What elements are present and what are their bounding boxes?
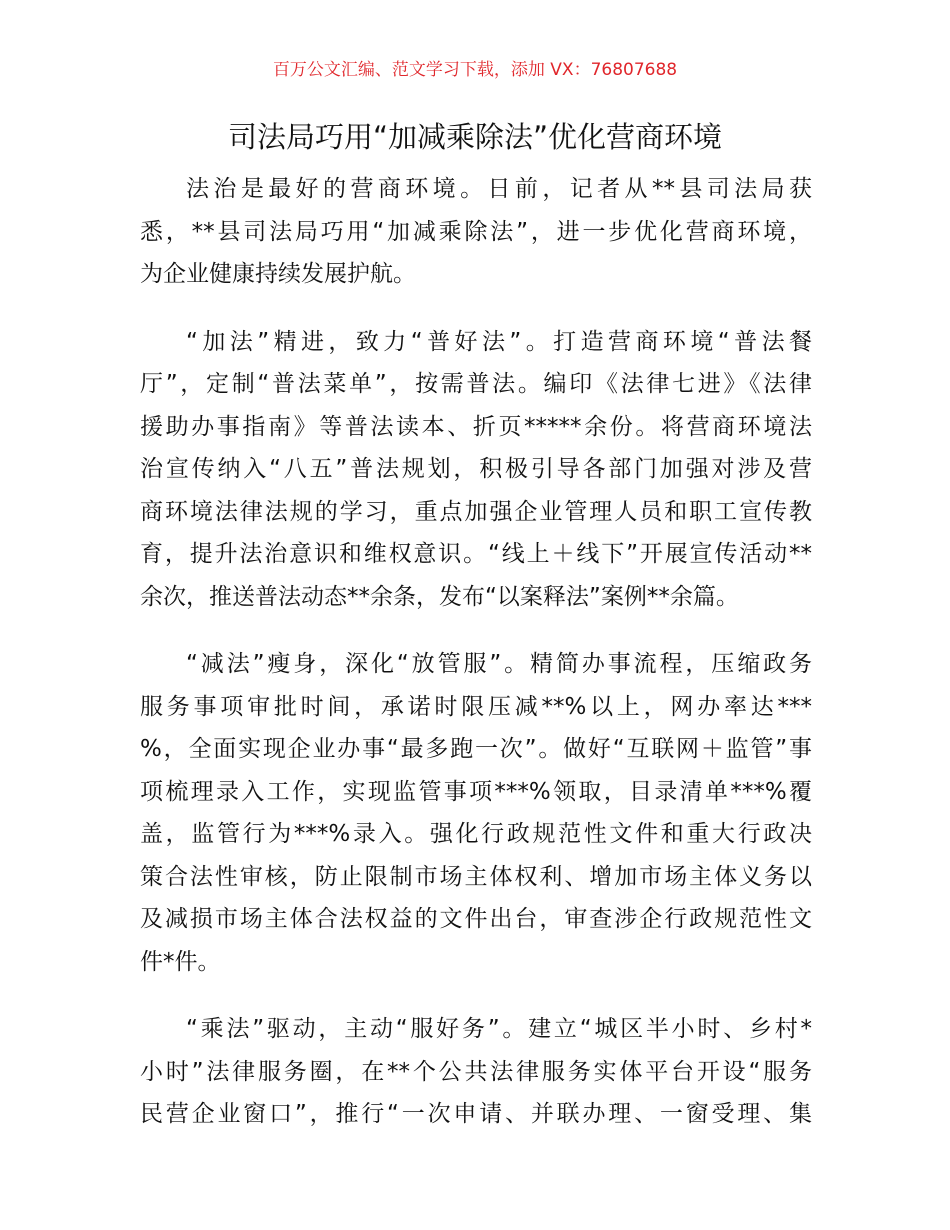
paragraph-line: “乘法”驱动，主动“服好务”。建立“城区半小时、乡村* [186, 1016, 812, 1042]
paragraph-line: 治宣传纳入“八五”普法规划，积极引导各部门加强对涉及营 [140, 456, 812, 482]
paragraph-line: 件*件。 [140, 948, 221, 975]
paragraph-line: 援助办事指南》等普法读本、折页*****余份。将营商环境法 [140, 413, 812, 440]
paragraph [140, 643, 812, 983]
paragraph-line: 及减损市场主体合法权益的文件出台，审查涉企行政规范性文 [140, 906, 812, 932]
paragraph-line: 法治是最好的营商环境。日前，记者从**县司法局获 [186, 176, 812, 202]
watermark-header: 百万公文汇编、范文学习下载，添加 VX：76807688 [272, 60, 678, 80]
paragraph-line: “加法”精进，致力“普好法”。打造营商环境“普法餐 [186, 328, 812, 355]
paragraph-line: 服务事项审批时间，承诺时限压减**%以上，网办率达*** [140, 693, 812, 720]
paragraph-line: 余次，推送普法动态**余条，发布“以案释法”案例**余篇。 [140, 583, 739, 610]
paragraph-line: 为企业健康持续发展护航。 [140, 261, 416, 287]
paragraph-line: 悉，**县司法局巧用“加减乘除法”，进一步优化营商环境， [140, 218, 812, 245]
paragraph-line: 育，提升法治意识和维权意识。“线上＋线下”开展宣传活动** [140, 541, 812, 567]
paragraph-line: 项梳理录入工作，实现监管事项***%领取，目录清单***%覆 [140, 778, 812, 805]
paragraph-line: 厅”，定制“普法菜单”，按需普法。编印《法律七进》《法律 [140, 371, 812, 397]
paragraph-line: 盖，监管行为***%录入。强化行政规范性文件和重大行政决 [140, 821, 812, 847]
document-title: 司法局巧用“加减乘除法”优化营商环境 [227, 120, 723, 154]
document-body [140, 168, 812, 1161]
paragraph [140, 321, 812, 619]
paragraph-line: 策合法性审核，防止限制市场主体权利、增加市场主体义务以 [140, 863, 812, 890]
paragraph-line: 商环境法律法规的学习，重点加强企业管理人员和职工宣传教 [140, 498, 812, 525]
paragraph-line: 小时”法律服务圈，在**个公共法律服务实体平台开设“服务 [140, 1058, 812, 1085]
paragraph [140, 168, 812, 296]
paragraph [140, 1008, 812, 1136]
paragraph-line: %，全面实现企业办事“最多跑一次”。做好“互联网＋监管”事 [140, 736, 812, 762]
paragraph-line: 民营企业窗口”，推行“一次申请、并联办理、一窗受理、集 [140, 1101, 812, 1127]
paragraph-line: “减法”瘦身，深化“放管服”。精简办事流程，压缩政务 [186, 651, 812, 677]
